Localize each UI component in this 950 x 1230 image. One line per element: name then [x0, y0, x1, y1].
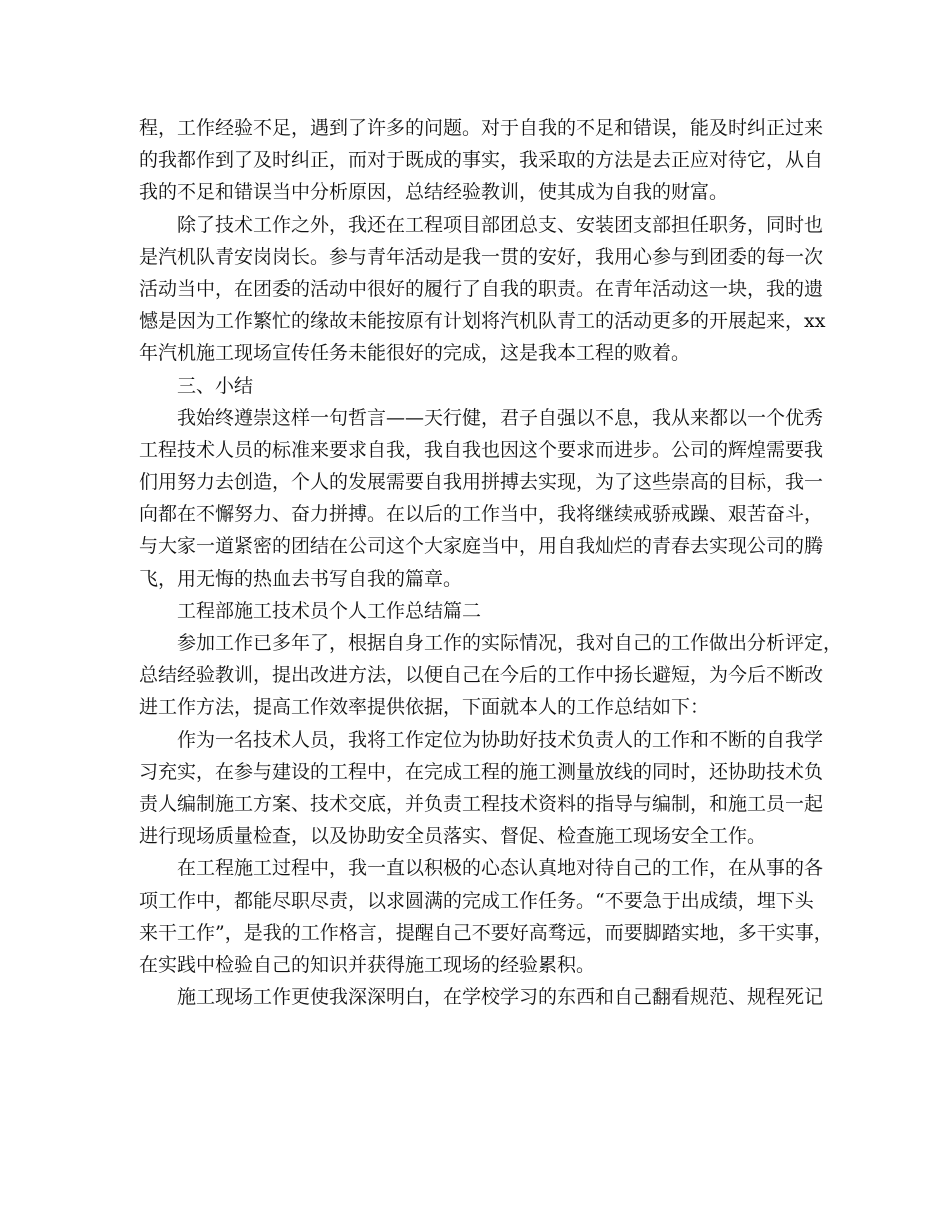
text-line: 年汽机施工现场宣传任务未能很好的完成，这是我本工程的败着。: [139, 342, 691, 365]
text-line: 习充实，在参与建设的工程中，在完成工程的施工测量放线的同时，还协助技术负: [139, 760, 824, 783]
text-line: 总结经验教训，提出改进方法，以便自己在今后的工作中扬长避短，为今后不断改: [139, 664, 824, 687]
text-line: 项工作中，都能尽职尽责，以求圆满的完成工作任务。“不要急于出成绩，埋下头: [139, 889, 814, 912]
text-line: 在实践中检验自己的知识并获得施工现场的经验累积。: [139, 953, 596, 976]
text-line: 们用努力去创造，个人的发展需要自我用拼搏去实现，为了这些崇高的目标，我一: [139, 471, 824, 494]
text-line: 是汽机队青安岗岗长。参与青年活动是我一贯的安好，我用心参与到团委的每一次: [139, 245, 824, 268]
text-line: 进行现场质量检查，以及协助安全员落实、督促、检查施工现场安全工作。: [139, 825, 767, 848]
text-line: 的我都作到了及时纠正，而对于既成的事实，我采取的方法是去正应对待它，从自: [139, 149, 824, 172]
text-line: 施工现场工作更使我深深明白，在学校学习的东西和自己翻看规范、规程死记: [177, 986, 824, 1009]
article-title: 工程部施工技术员个人工作总结篇二: [177, 599, 482, 622]
text-line: 作为一名技术人员，我将工作定位为协助好技术负责人的工作和不断的自我学: [177, 728, 824, 751]
text-line: 活动当中，在团委的活动中很好的履行了自我的职责。在青年活动这一块，我的遗: [139, 277, 824, 300]
text-line: 除了技术工作之外，我还在工程项目部团总支、安装团支部担任职务，同时也: [177, 213, 824, 236]
text-line: 进工作方法，提高工作效率提供依据，下面就本人的工作总结如下：: [139, 696, 710, 719]
text-line: 工程技术人员的标准来要求自我，我自我也因这个要求而进步。公司的辉煌需要我: [139, 438, 824, 461]
section-heading: 三、小结: [177, 374, 254, 397]
text-line: 来干工作”，是我的工作格言，提醒自己不要好高骛远，而要脚踏实地，多干实事，: [139, 921, 833, 944]
text-line: 憾是因为工作繁忙的缘故未能按原有计划将汽机队青工的活动更多的开展起来，xx: [139, 310, 826, 333]
text-line: 与大家一道紧密的团结在公司这个大家庭当中，用自我灿烂的青春去实现公司的腾: [139, 535, 824, 558]
text-line: 程，工作经验不足，遇到了许多的问题。对于自我的不足和错误，能及时纠正过来: [139, 117, 824, 139]
text-line: 参加工作已多年了，根据自身工作的实际情况，我对自己的工作做出分析评定，: [177, 632, 843, 654]
text-line: 责人编制施工方案、技术交底，并负责工程技术资料的指导与编制，和施工员一起: [139, 792, 824, 815]
document-body: [139, 112, 843, 1013]
text-line: 在工程施工过程中，我一直以积极的心态认真地对待自己的工作，在从事的各: [177, 857, 824, 880]
text-line: 我始终遵崇这样一句哲言——天行健，君子自强以不息，我从来都以一个优秀: [177, 406, 824, 429]
text-line: 飞，用无悔的热血去书写自我的篇章。: [139, 567, 463, 590]
text-line: 向都在不懈努力、奋力拼搏。在以后的工作当中，我将继续戒骄戒躁、艰苦奋斗，: [139, 503, 824, 526]
text-line: 我的不足和错误当中分析原因，总结经验教训，使其成为自我的财富。: [139, 181, 729, 204]
